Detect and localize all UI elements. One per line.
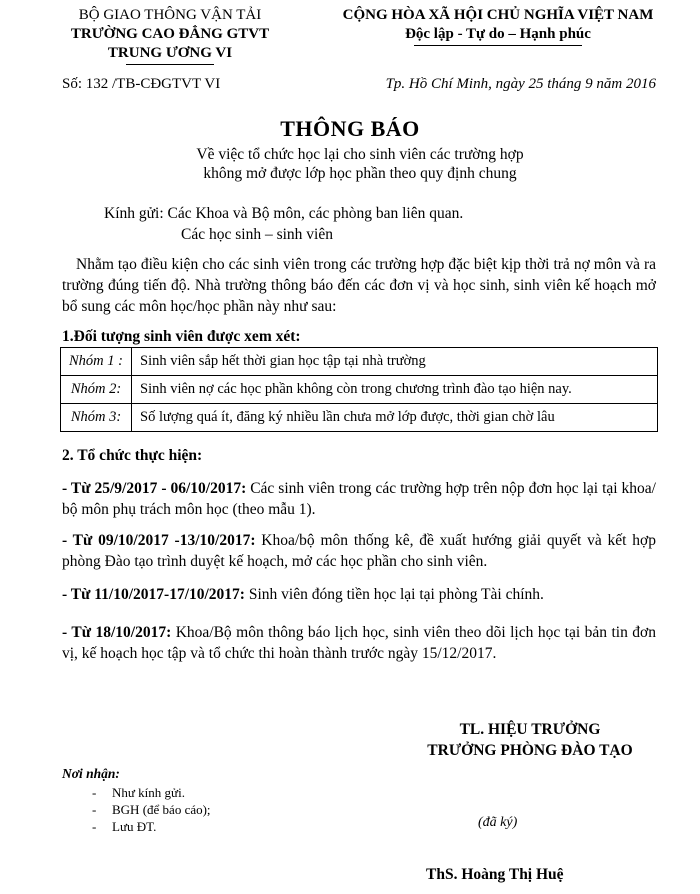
ministry-name: BỘ GIAO THÔNG VẬN TẢI [78, 7, 262, 23]
group-name: Nhóm 1 : [61, 348, 132, 376]
step-period: - Từ 18/10/2017: [62, 624, 172, 641]
list-item: - BGH (để báo cáo); [92, 802, 211, 817]
group-name: Nhóm 3: [61, 404, 132, 432]
motto-underline [414, 45, 582, 46]
signed-note: (đã ký) [478, 815, 518, 830]
recipient-line-1: Kính gửi: Các Khoa và Bộ môn, các phòng ban liên quan. [104, 205, 464, 222]
group-description: Sinh viên sắp hết thời gian học tập tại nhà trường [132, 348, 658, 376]
national-motto: Độc lập - Tự do – Hạnh phúc [405, 26, 591, 42]
step-period: - Từ 11/10/2017-17/10/2017: [62, 586, 245, 603]
section2-heading: 2. Tổ chức thực hiện: [62, 447, 203, 464]
table-row [61, 376, 658, 404]
schedule-step [62, 530, 656, 572]
group-name: Nhóm 2: [61, 376, 132, 404]
signature-block [380, 719, 680, 761]
signature-position: TRƯỞNG PHÒNG ĐÀO TẠO [427, 742, 633, 759]
recipient-line-2: Các học sinh – sinh viên [181, 226, 333, 243]
issuer-header [30, 6, 310, 65]
student-groups-table [60, 347, 658, 432]
section1-heading: 1.Đối tượng sinh viên được xem xét: [62, 328, 301, 345]
recipient-item-text: BGH (để báo cáo); [112, 802, 211, 817]
table-row [61, 404, 658, 432]
recipients-label: Nơi nhận: [62, 766, 120, 781]
schedule-step [62, 622, 656, 664]
step-text: Khoa/Bộ môn thông báo lịch học, sinh viên theo dõi lịch học tại bản tin đơn vị, kế hoạch học tập và tổ chức thi hoàn thành trước ngày 15/12/2017. [62, 624, 656, 662]
subtitle-line-2: không mở được lớp học phần theo quy định chung [203, 165, 517, 182]
step-text: Sinh viên đóng tiền học lại tại phòng Tài chính. [244, 586, 544, 603]
document-number: Số: 132 /TB-CĐGTVT VI [62, 76, 221, 92]
list-item: - Như kính gửi. [92, 785, 185, 800]
step-period: - Từ 09/10/2017 -13/10/2017: [62, 532, 256, 549]
issuer-underline [126, 64, 214, 65]
school-name-line1: TRƯỜNG CAO ĐẲNG GTVT [70, 26, 270, 42]
step-text: Khoa/bộ môn thống kê, đề xuất hướng giải quyết và kết hợp phòng Đào tạo trình duyệt kế hoạch, mở các học phần cho sinh viên. [62, 532, 656, 570]
subtitle-line-1: Về việc tổ chức học lại cho sinh viên các trường hợp [196, 146, 524, 163]
signer-name: ThS. Hoàng Thị Huệ [426, 866, 564, 883]
signature-authority: TL. HIỆU TRƯỞNG [459, 721, 601, 738]
school-name-line2: TRUNG ƯƠNG VI [107, 45, 233, 61]
document-title: THÔNG BÁO [280, 116, 420, 141]
recipient-item-text: Lưu ĐT. [112, 819, 157, 834]
table-row [61, 348, 658, 376]
intro-paragraph: Nhằm tạo điều kiện cho các sinh viên trong các trường hợp đặc biệt kịp thời trả nợ môn và ra trường đúng tiến độ. Nhà trường thông báo đến các đơn vị và học sinh, sinh viên kế hoạch mở bổ sung các môn học/học phần này như sau: [62, 256, 656, 315]
schedule-step [62, 478, 656, 520]
schedule-step [62, 584, 656, 605]
recipients-addressed [104, 203, 463, 245]
group-description: Sinh viên nợ các học phần không còn trong chương trình đào tạo hiện nay. [132, 376, 658, 404]
recipients-list [92, 784, 211, 835]
document-subtitle [60, 145, 660, 183]
nation-name: CỘNG HÒA XÃ HỘI CHỦ NGHĨA VIỆT NAM [342, 7, 654, 23]
recipient-item-text: Như kính gửi. [112, 785, 185, 800]
step-period: - Từ 25/9/2017 - 06/10/2017: [62, 480, 247, 497]
place-date: Tp. Hồ Chí Minh, ngày 25 tháng 9 năm 2016 [385, 76, 656, 92]
group-description: Số lượng quá ít, đăng ký nhiều lần chưa mở lớp được, thời gian chờ lâu [132, 404, 658, 432]
list-item: - Lưu ĐT. [92, 819, 157, 834]
national-header [318, 6, 678, 46]
step-text: Các sinh viên trong các trường hợp trên nộp đơn học lại tại khoa/ bộ môn phụ trách môn học (theo mẫu 1). [62, 480, 656, 518]
